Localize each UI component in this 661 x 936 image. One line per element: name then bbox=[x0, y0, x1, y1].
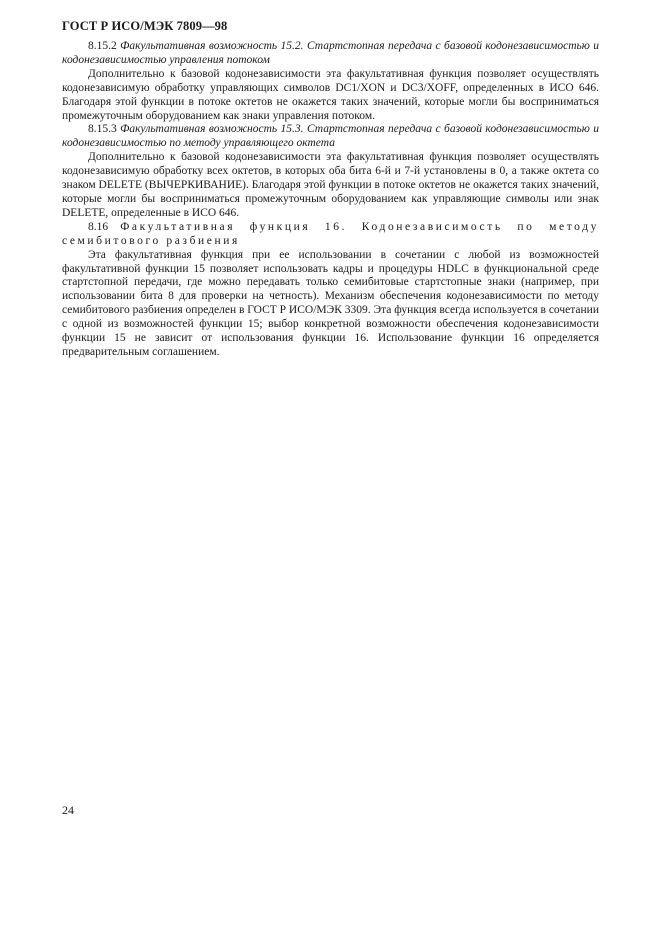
section-heading bbox=[62, 221, 599, 249]
section-heading bbox=[62, 123, 599, 151]
section-paragraph: Дополнительно к базовой кодонезависимости эта факультативная функция позволяет осуществлять кодонезависимую обработку управляющих символов DC1/XON и DC3/XOFF, определенных в ИСО 646. Благодаря этой функции в потоке октетов не окажется таких значений, которые могли бы восприниматься промежуточным оборудованием как знаки управления потоком. bbox=[62, 67, 599, 122]
section-paragraph: Эта факультативная функция при ее использовании в сочетании с любой из возможностей факультативной функции 15 позволяет использовать кадры и процедуры HDLC в функциональной среде стартстопной передачи, где можно передавать только семибитовые стартстопные знаки (например, при использовании бита 8 для проверки на четность). Механизм обеспечения кодонезависимости по методу семибитового разбиения определен в ГОСТ Р ИСО/МЭК 3309. Эта функция всегда используется в сочетании с одной из возможностей функции 15; выбор конкретной возможности обеспечения кодонезависимости функции 15 не зависит от использования функции 16. Использование функции 16 определяется предварительным соглашением. bbox=[62, 248, 599, 358]
section-paragraph: Дополнительно к базовой кодонезависимости эта факультативная функция позволяет осуществлять кодонезависимую обработку всех октетов, в которых оба бита 6-й и 7-й установлены в 0, а также октета со знаком DELETE (ВЫЧЕРКИВАНИЕ). Благодаря этой функции в потоке октетов не окажется таких значений, которые могли бы восприниматься промежуточным оборудованием как управляющие символы или знак DELETE, определенные в ИСО 646. bbox=[62, 151, 599, 219]
page-number: 24 bbox=[62, 803, 74, 817]
section-number: 8.15.2 bbox=[88, 40, 117, 52]
section-heading bbox=[62, 40, 599, 68]
section-title: Факультативная возможность 15.2. Стартстопная передача с базовой кодонезависимостью и кодонезависимостью управления потоком bbox=[62, 40, 600, 66]
document-body bbox=[62, 40, 599, 360]
section-number: 8.16 bbox=[88, 220, 109, 233]
section-title: Факультативная функция 16. Кодонезависимость по методу семибитового разбиения bbox=[62, 220, 599, 247]
section-title: Факультативная возможность 15.3. Стартстопная передача с базовой кодонезависимостью и кодонезависимостью по методу управляющего октета bbox=[62, 123, 600, 150]
document-header: ГОСТ Р ИСО/МЭК 7809—98 bbox=[62, 19, 228, 33]
section-number: 8.15.3 bbox=[88, 123, 117, 136]
